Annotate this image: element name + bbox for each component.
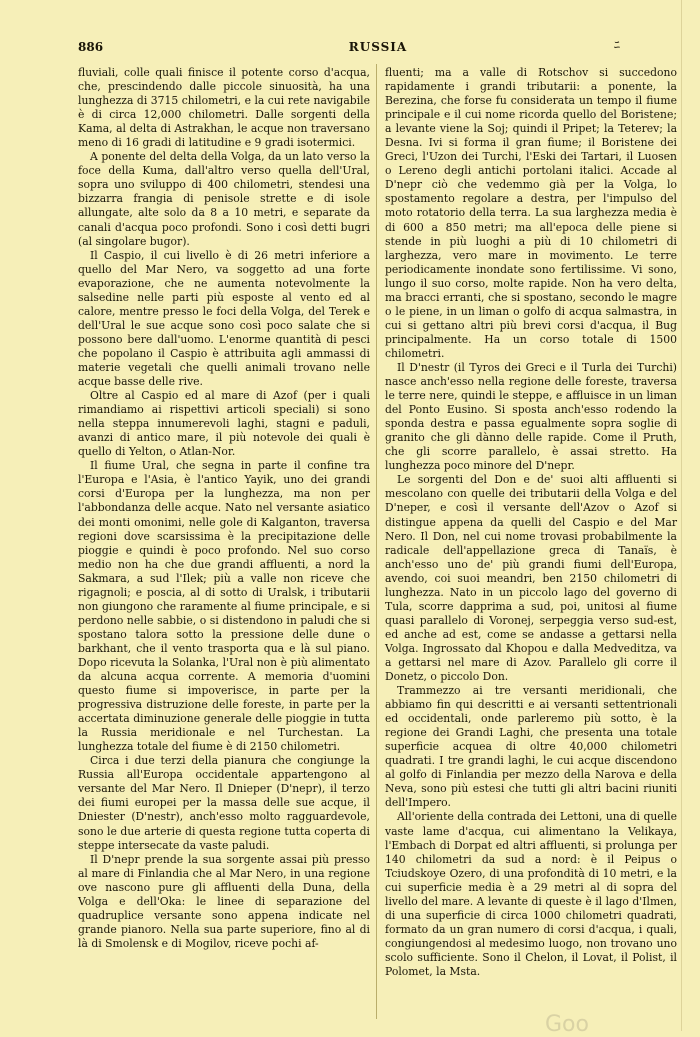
running-title: RUSSIA — [348, 40, 408, 54]
page-header — [78, 40, 678, 58]
right-column — [385, 66, 677, 979]
paragraph: Il D'nestr (il Tyros dei Greci e il Turla dei Turchi) nasce anch'esso nella regione delle foreste, traversa le terre nere, quindi le steppe, e affluisce in un liman del Ponto Eusino. Si sposta anch'esso rodendo la sponda destra e passa egualmente sopra soglie di granito che gli dànno delle rapide. Come il Pruth, che gli scorre parallelo, è assai stretto. Ha lunghezza poco minore del D'nepr. — [385, 360, 677, 473]
paragraph: Le sorgenti del Don e de' suoi alti affluenti si mescolano con quelle dei tributarii della Volga e del D'neper, e così il versante dell'Azov o Azof si distingue appena da quelli del Caspio e del Mar Nero. Il Don, nel cui nome trovasi probabilmente la radicale dell'appellazione greca di Tanaïs, è anch'esso uno de' più grandi fiumi dell'Europa, avendo, coi suoi meandri, ben 2150 chilometri di lunghezza. Nato in un piccolo lago del governo di Tula, scorre dapprima a sud, poi, unitosi al fiume quasi parallelo di Voronej, serpeggia verso sud-est, ed anche ad est, come se andasse a gettarsi nella Volga. Ingrossato dal Khopou e dalla Medveditza, va a gettarsi nel mare di Azov. Parallelo gli corre il Donetz, o piccolo Don. — [385, 473, 677, 684]
paragraph: A ponente del delta della Volga, da un lato verso la foce della Kuma, dall'altro verso quella dell'Ural, sopra uno sviluppo di 400 chilometri, stendesi una bizzarra frangia di penisole strette e di isole allungate, alte solo da 8 a 10 metri, e separate da canali d'acqua poco profondi. Sono i così detti bugri (al singolare bugor). — [78, 150, 370, 248]
watermark: Goo — [545, 1012, 589, 1037]
column-divider — [376, 64, 377, 1019]
paragraph: Oltre al Caspio ed al mare di Azof (per i quali rimandiamo ai rispettivi articoli speciali) si sono nella steppa innumerevoli laghi, stagni e paduli, avanzi di antico mare, il più notevole dei quali è quello di Yelton, o Atlan-Nor. — [78, 389, 370, 459]
paragraph: fluviali, colle quali finisce il potente corso d'acqua, che, prescindendo dalle piccole sinuosità, ha una lunghezza di 3715 chilometri, e la cui rete navigabile è di circa 12,000 chilometri. Dalle sorgenti della Kama, al delta di Astrakhan, le acque non traversano meno di 16 gradi di latitudine e 9 gradi isotermici. — [78, 66, 370, 150]
page-edge — [681, 0, 682, 1031]
page-number: 886 — [78, 40, 104, 54]
paragraph: Il Caspio, il cui livello è di 26 metri inferiore a quello del Mar Nero, va soggetto ad una forte evaporazione, che ne aumenta notevolmente la salsedine nelle parti più esposte al vento ed al calore, mentre presso le foci della Volga, del Terek e dell'Ural le sue acque sono così poco salate che si possono bere dall'uomo. L'enorme quantità di pesci che popolano il Caspio è attribuita agli ammassi di materie vegetali che quelli animali trovano nelle acque basse delle rive. — [78, 248, 370, 389]
left-column — [78, 66, 370, 951]
paragraph: fluenti; ma a valle di Rotschov si succedono rapidamente i grandi tributarii: a ponente, la Berezina, che forse fu considerata un tempo il fiume principale e il cui nome ricorda quello del Boristene; a levante viene la Soj; quindi il Pripet; la Teterev; la Desna. Ivi si forma il gran fiume; il Boristene dei Greci, l'Uzon dei Turchi, l'Eski dei Tartari, il Luosen o Lereno degli antichi portolani italici. Accade al D'nepr ciò che vedemmo già per la Volga, lo spostamento regolare a destra, per l'impulso del moto rotatorio della terra. La sua larghezza media è di 600 a 850 metri; ma all'epoca delle piene si stende in più luoghi a più di 10 chilometri di larghezza, vero mare in movimento. Le terre periodicamente inondate sono fertilissime. Vi sono, lungo il suo corso, molte rapide. Non ha vero delta, ma bracci erranti, che si spostano, secondo le magre o le piene, in un liman o golfo di acqua salmastra, in cui si gettano altri più brevi corsi d'acqua, il Bug principalmente. Ha un corso totale di 1500 chilometri. — [385, 66, 677, 360]
paragraph: Trammezzo ai tre versanti meridionali, che abbiamo fin qui descritti e ai versanti settentrionali ed occidentali, onde parleremo più sotto, è la regione dei Grandi Laghi, che presenta una totale superficie acquea di oltre 40,000 chilometri quadrati. I tre grandi laghi, le cui acque discendono al golfo di Finlandia per mezzo della Narova e della Neva, sono più estesi che tutti gli altri bacini riuniti dell'Impero. — [385, 684, 677, 810]
paragraph: Il D'nepr prende la sua sorgente assai più presso al mare di Finlandia che al Mar Nero, in una regione ove nascono pure gli affluenti della Duna, della Volga e dell'Oka: le linee di separazione del quadruplice versante sono appena indicate nel grande pianoro. Nella sua parte superiore, fino al di là di Smolensk e di Mogilov, riceve pochi af- — [78, 852, 370, 950]
paragraph: Circa i due terzi della pianura che congiunge la Russia all'Europa occidentale appartengono al versante del Mar Nero. Il Dnieper (D'nepr), il terzo dei fiumi europei per la massa delle sue acque, il Dniester (D'nestr), anch'esso molto ragguardevole, sono le due arterie di questa regione tutta coperta di steppe intersecate da vaste paludi. — [78, 754, 370, 852]
margin-mark: ﾆ — [613, 38, 620, 52]
paragraph: All'oriente della contrada dei Lettoni, una di quelle vaste lame d'acqua, cui alimentano la Velikaya, l'Embach di Dorpat ed altri affluenti, si prolunga per 140 chilometri da sud a nord: è il Peipus o Tciudskoye Ozero, di una profondità di 10 metri, e la cui superficie media è a 29 metri al di sopra del livello del mare. A levante di queste è il lago d'Ilmen, di una superficie di circa 1000 chilometri quadrati, formato da un gran numero di corsi d'acqua, i quali, congiungendosi al medesimo luogo, non trovano uno scolo sufficiente. Sono il Chelon, il Lovat, il Polist, il Polomet, la Msta. — [385, 810, 677, 978]
paragraph: Il fiume Ural, che segna in parte il confine tra l'Europa e l'Asia, è l'antico Yayik, uno dei grandi corsi d'Europa per la lunghezza, ma non per l'abbondanza delle acque. Nato nel versante asiatico dei monti omonimi, nelle gole di Kalganton, traversa regioni dove scarsissima è la precipitazione delle pioggie e quindi è poco profondo. Nel suo corso medio non ha che due grandi affluenti, a nord la Sakmara, a sud l'Ilek; più a valle non riceve che rigagnoli; e poscia, al di sotto di Uralsk, i tributarii non giungono che raramente al fiume principale, e si perdono nelle sabbie, o si distendono in paludi che si spostano talora sotto la pressione delle dune o barkhant, che il vento trasporta qua e là sul piano. Dopo ricevuta la Solanka, l'Ural non è più alimentato da alcuna acqua corrente. A memoria d'uomini questo fiume si impoverisce, in parte per la progressiva distruzione delle foreste, in parte per la accertata diminuzione generale delle pioggie in tutta la Russia meridionale e nel Turchestan. La lunghezza totale del fiume è di 2150 chilometri. — [78, 459, 370, 754]
